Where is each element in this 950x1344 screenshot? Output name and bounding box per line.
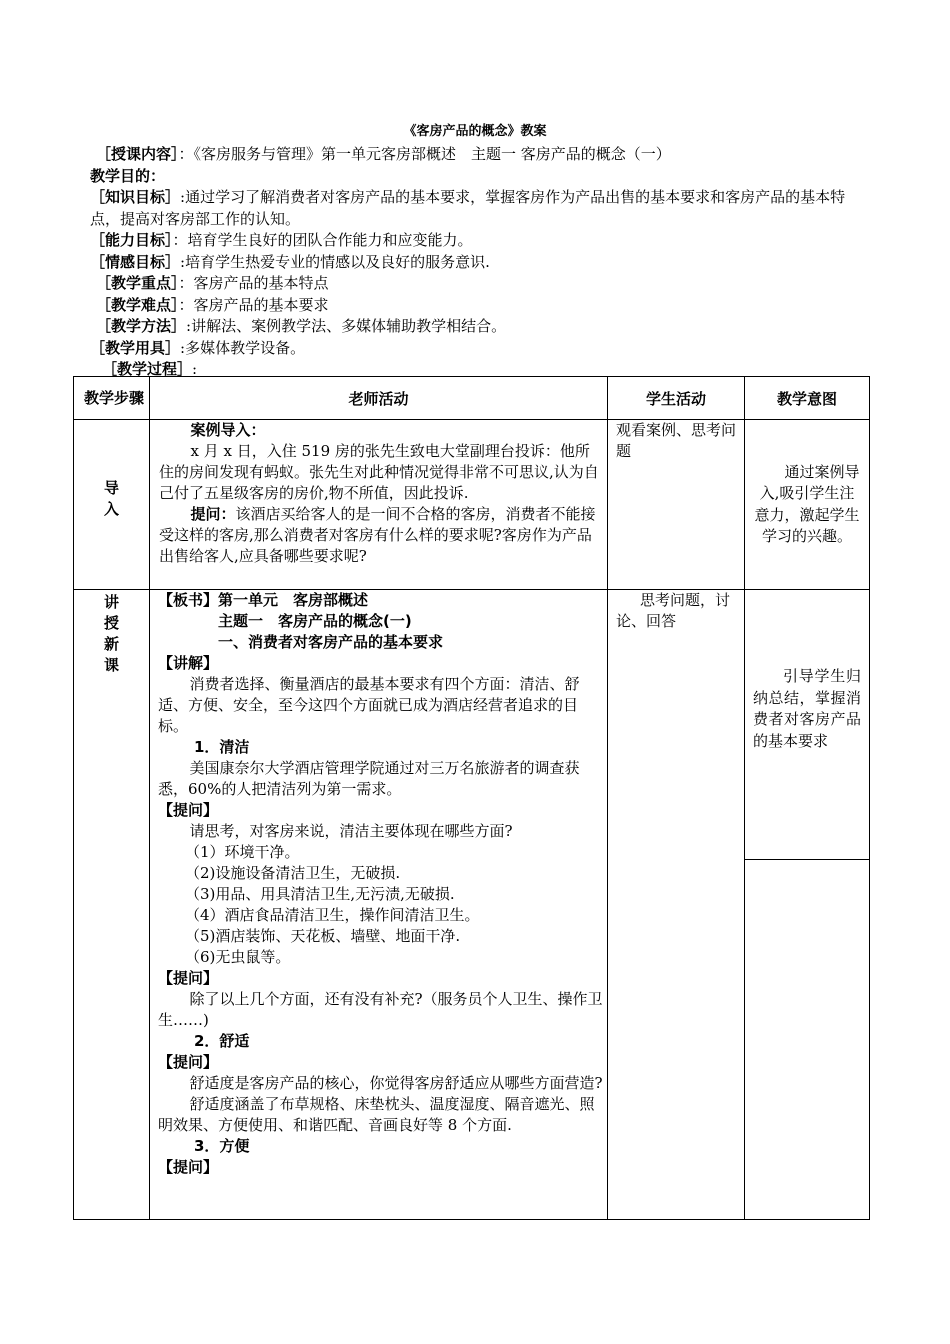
list-item: （2)设施设备清洁卫生，无破损. (185, 864, 401, 882)
ask-2: 除了以上几个方面，还有没有补充?（服务员个人卫生、操作卫生……) (158, 990, 603, 1029)
meta-method: ［教学方法］:讲解法、案例教学法、多媒体辅助教学相结合。 (96, 317, 507, 335)
student-teaching: 思考问题，讨论、回答 (608, 590, 745, 1220)
list-item: （3)用品、用具清洁卫生,无污渍,无破损. (185, 885, 455, 903)
heading-convenience: 3．方便 (194, 1137, 250, 1155)
table-header-row (74, 377, 870, 420)
header-teacher: 老师活动 (150, 377, 608, 420)
ask-label-4: 【提问】 (158, 1158, 219, 1176)
question-text: 该酒店买给客人的是一间不合格的客房，消费者不能接受这样的客房,那么消费者对客房有什么样的要求呢?客房作为产品出售给客人,应具备哪些要求呢? (159, 505, 596, 565)
heading-comfort: 2．舒适 (194, 1032, 250, 1050)
case-title: 案例导入： (190, 421, 266, 439)
teacher-intro (150, 420, 608, 590)
ask-1: 请思考，对客房来说，清洁主要体现在哪些方面? (189, 822, 513, 840)
meta-objectives: 教学目的： (90, 166, 166, 185)
table-row-intro (74, 420, 870, 590)
heading-clean: 1．清洁 (194, 738, 250, 756)
header-student: 学生活动 (608, 377, 745, 420)
step-teaching: 讲 授 新 课 (74, 590, 150, 1220)
clean-text: 美国康奈尔大学酒店管理学院通过对三万名旅游者的调查获悉，60%的人把清洁列为第一需求。 (158, 759, 580, 798)
meta-content: ［授课内容］：《客房服务与管理》第一单元客房部概述 主题一 客房产品的概念（一） (96, 145, 671, 163)
header-purpose: 教学意图 (745, 377, 870, 420)
list-item: （5)酒店装饰、天花板、墙壁、地面干净. (185, 927, 461, 945)
meta-difficulty: ［教学难点］：客房产品的基本要求 (96, 295, 329, 314)
ask-label-2: 【提问】 (158, 969, 219, 987)
ask-label-1: 【提问】 (158, 801, 219, 819)
document-title: 《客房产品的概念》教案 (403, 124, 547, 139)
lesson-table (73, 376, 870, 1220)
purpose-intro: 通过案例导入,吸引学生注意力，激起学生学习的兴趣。 (745, 420, 870, 590)
meta-knowledge-goal: ［知识目标］:通过学习了解消费者对客房产品的基本要求，掌握客房作为产品出售的基本要求和客房产品的基本特点，提高对客房部工作的认知。 (90, 188, 846, 228)
meta-ability-goal: ［能力目标］：培育学生良好的团队合作能力和应变能力。 (90, 231, 473, 249)
list-item: （4）酒店食品清洁卫生，操作间清洁卫生。 (185, 906, 480, 924)
board-label: 【板书】 (158, 591, 219, 609)
list-item: （1）环境干净。 (185, 843, 300, 861)
lesson-meta (90, 144, 860, 381)
question-label: 提问： (190, 505, 236, 523)
meta-tools: ［教学用具］:多媒体教学设备。 (90, 338, 306, 357)
header-step: 教学步骤 (74, 377, 150, 420)
board-unit: 第一单元 客房部概述 (218, 591, 369, 609)
case-text: x 月 x 日，入住 519 房的张先生致电大堂副理台投诉：他所住的房间发现有蚂蚁。张先生对此种情况觉得非常不可思议,认为自己付了五星级客房的房价,物不所值，因此投诉. (159, 442, 599, 502)
comfort-text: 舒适度涵盖了布草规格、床垫枕头、温度湿度、隔音遮光、照明效果、方便使用、和谐匹配、音画良好等 8 个方面. (158, 1095, 595, 1134)
meta-key-point: ［教学重点］：客房产品的基本特点 (96, 274, 329, 292)
list-item: （6)无虫鼠等。 (185, 948, 291, 966)
ask-3: 舒适度是客房产品的核心，你觉得客房舒适应从哪些方面营造? (189, 1074, 603, 1092)
meta-process: ［教学过程］: (102, 360, 198, 378)
ask-label-3: 【提问】 (158, 1053, 219, 1071)
explain-label: 【讲解】 (158, 654, 219, 672)
meta-emotion-goal: ［情感目标］:培育学生热爱专业的情感以及良好的服务意识. (90, 252, 490, 271)
board-topic: 主题一 客房产品的概念(一) (218, 612, 412, 630)
explain-text: 消费者选择、衡量酒店的最基本要求有四个方面：清洁、舒适、方便、安全，至今这四个方面就已成为酒店经营者追求的目标。 (158, 675, 580, 735)
teacher-teaching (150, 590, 608, 1220)
table-row-teaching (74, 590, 870, 1220)
step-intro: 导 入 (74, 420, 150, 590)
purpose-teaching: 引导学生归纳总结，掌握消费者对客房产品的基本要求 (745, 590, 870, 1220)
student-intro: 观看案例、思考问题 (608, 420, 745, 590)
board-section: 一、消费者对客房产品的基本要求 (218, 633, 444, 651)
